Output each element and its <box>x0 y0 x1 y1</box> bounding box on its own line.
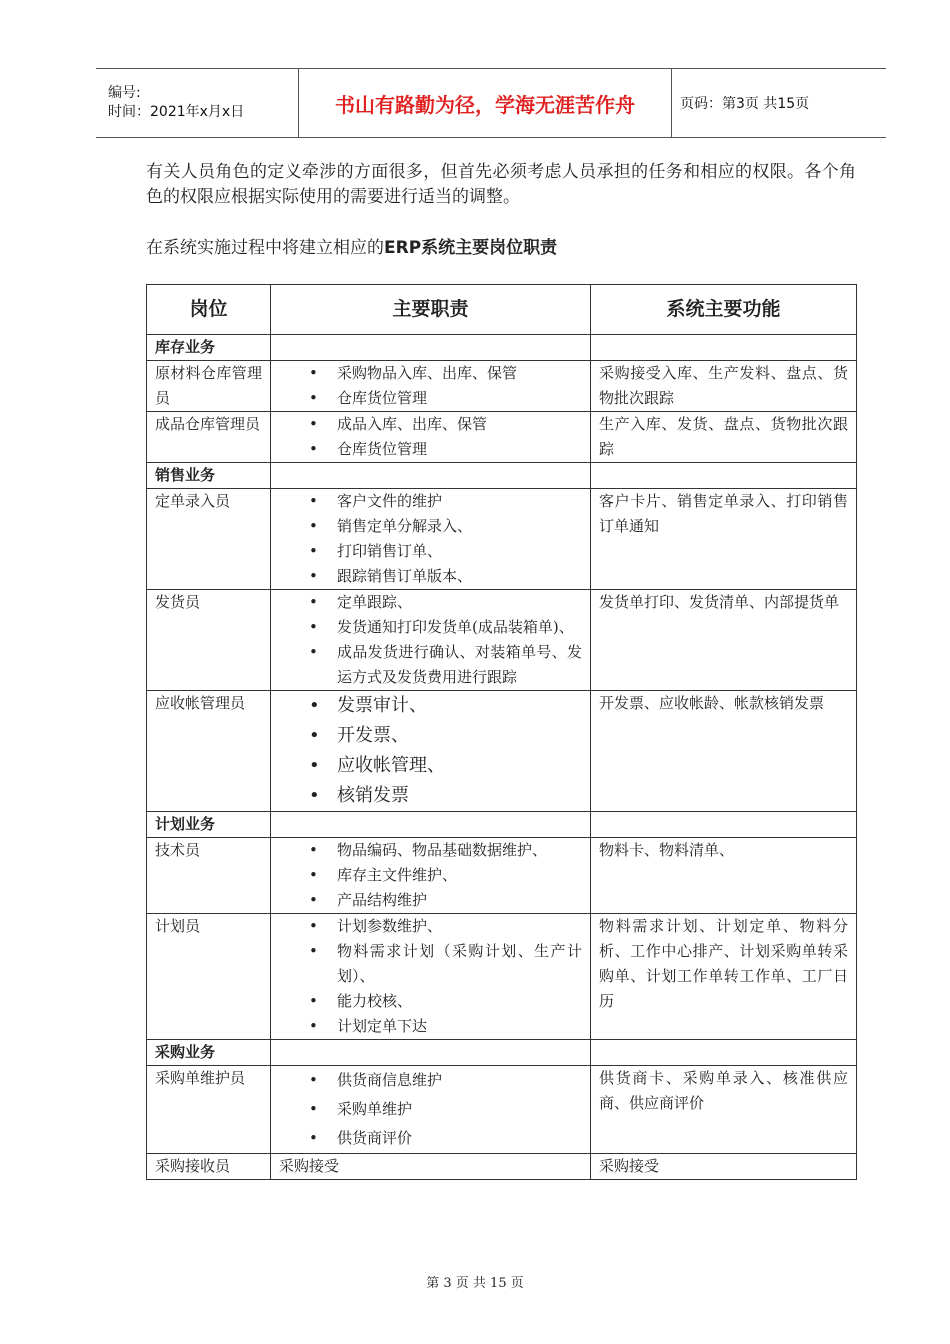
section-label: 销售业务 <box>147 463 271 489</box>
erp-roles-table <box>146 284 857 1180</box>
page-header <box>96 68 886 138</box>
duty-item: • 发票审计、 <box>279 691 582 721</box>
table-intro-paragraph <box>146 236 856 261</box>
role-cell: 原材料仓库管理员 <box>147 361 271 412</box>
functions-cell: 生产入库、发货、盘点、货物批次跟踪 <box>591 412 857 463</box>
table-row <box>147 1154 857 1180</box>
duty-item: • 发货通知打印发货单(成品装箱单)、 <box>279 615 582 640</box>
functions-cell: 供货商卡、采购单录入、核准供应商、供应商评价 <box>591 1066 857 1154</box>
role-cell: 应收帐管理员 <box>147 691 271 812</box>
functions-cell: 采购接受入库、生产发料、盘点、货物批次跟踪 <box>591 361 857 412</box>
functions-cell: 开发票、应收帐龄、帐款核销发票 <box>591 691 857 812</box>
section-row-inventory <box>147 335 857 361</box>
role-cell: 采购接收员 <box>147 1154 271 1180</box>
duties-cell <box>271 489 591 590</box>
role-cell: 成品仓库管理员 <box>147 412 271 463</box>
role-cell: 发货员 <box>147 590 271 691</box>
section-label: 计划业务 <box>147 812 271 838</box>
header-meta <box>96 69 298 137</box>
duty-item: • 采购物品入库、出库、保管 <box>279 361 582 386</box>
duties-cell <box>271 412 591 463</box>
duty-item: • 销售定单分解录入、 <box>279 514 582 539</box>
table-intro-text: 在系统实施过程中将建立相应的 <box>146 238 384 258</box>
duty-item: • 客户文件的维护 <box>279 489 582 514</box>
duties-cell <box>271 914 591 1040</box>
duty-item: • 采购单维护 <box>279 1095 582 1124</box>
functions-cell: 发货单打印、发货清单、内部提货单 <box>591 590 857 691</box>
duty-item: • 供货商信息维护 <box>279 1066 582 1095</box>
section-row-sales <box>147 463 857 489</box>
header-functions: 系统主要功能 <box>591 285 857 335</box>
section-row-planning <box>147 812 857 838</box>
role-cell: 技术员 <box>147 838 271 914</box>
section-row-purchasing <box>147 1040 857 1066</box>
document-number-label: 编号: <box>108 85 141 101</box>
table-row <box>147 590 857 691</box>
functions-cell: 物料卡、物料清单、 <box>591 838 857 914</box>
role-cell: 定单录入员 <box>147 489 271 590</box>
duties-cell <box>271 691 591 812</box>
duties-cell <box>271 361 591 412</box>
header-duties: 主要职责 <box>271 285 591 335</box>
intro-paragraph: 有关人员角色的定义牵涉的方面很多，但首先必须考虑人员承担的任务和相应的权限。各个角色的权限应根据实际使用的需要进行适当的调整。 <box>146 162 856 207</box>
duty-item: • 供货商评价 <box>279 1124 582 1153</box>
table-row <box>147 489 857 590</box>
functions-cell: 客户卡片、销售定单录入、打印销售订单通知 <box>591 489 857 590</box>
duty-item: • 定单跟踪、 <box>279 590 582 615</box>
duty-item: • 仓库货位管理 <box>279 437 582 462</box>
section-label: 库存业务 <box>147 335 271 361</box>
header-page-info: 页码：第3页 共15页 <box>680 96 810 112</box>
duties-cell: 采购接受 <box>271 1154 591 1180</box>
duty-item: • 产品结构维护 <box>279 888 582 913</box>
section-label: 采购业务 <box>147 1040 271 1066</box>
duties-cell <box>271 590 591 691</box>
duties-cell <box>271 1066 591 1154</box>
document-time-label: 时间：2021年x月x日 <box>108 104 245 120</box>
duty-item: • 跟踪销售订单版本、 <box>279 564 582 589</box>
duty-item: • 打印销售订单、 <box>279 539 582 564</box>
header-motto: 书山有路勤为径，学海无涯苦作舟 <box>298 69 672 137</box>
table-row <box>147 412 857 463</box>
duty-item: • 应收帐管理、 <box>279 751 582 781</box>
table-header-row <box>147 285 857 335</box>
table-row <box>147 914 857 1040</box>
role-cell: 计划员 <box>147 914 271 1040</box>
table-intro-bold: ERP系统主要岗位职责 <box>384 238 558 258</box>
duty-item: • 计划定单下达 <box>279 1014 582 1039</box>
duty-item: • 成品发货进行确认、对装箱单号、发运方式及发货费用进行跟踪 <box>279 640 582 690</box>
functions-cell: 采购接受 <box>591 1154 857 1180</box>
duty-item: • 库存主文件维护、 <box>279 863 582 888</box>
duties-cell <box>271 838 591 914</box>
table-row <box>147 691 857 812</box>
table-row <box>147 1066 857 1154</box>
page-footer: 第 3 页 共 15 页 <box>426 1276 524 1291</box>
role-cell: 采购单维护员 <box>147 1066 271 1154</box>
table-row <box>147 361 857 412</box>
duty-item: • 核销发票 <box>279 781 582 811</box>
table-row <box>147 838 857 914</box>
duty-item: • 计划参数维护、 <box>279 914 582 939</box>
duty-item: • 能力校核、 <box>279 989 582 1014</box>
header-position: 岗位 <box>147 285 271 335</box>
duty-item: • 成品入库、出库、保管 <box>279 412 582 437</box>
functions-cell: 物料需求计划、计划定单、物料分析、工作中心排产、计划采购单转采购单、计划工作单转工作单、工厂日历 <box>591 914 857 1040</box>
duty-item: • 物品编码、物品基础数据维护、 <box>279 838 582 863</box>
duty-item: • 仓库货位管理 <box>279 386 582 411</box>
duty-item: • 物料需求计划（采购计划、生产计划）、 <box>279 939 582 989</box>
duty-item: • 开发票、 <box>279 721 582 751</box>
